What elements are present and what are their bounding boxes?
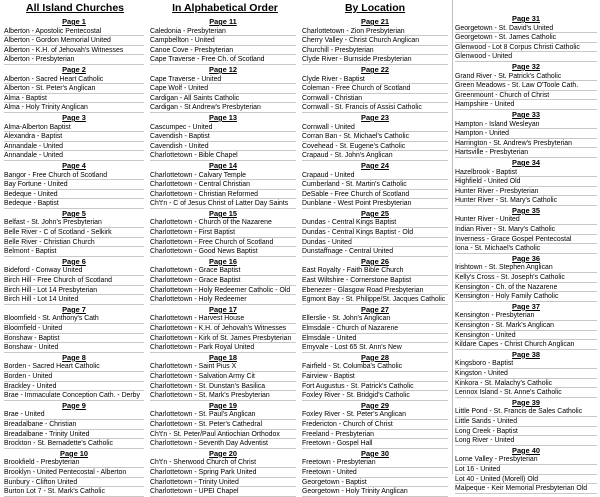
church-entry: Hunter River - Presbyterian [455, 187, 597, 197]
church-entry: Brockton - St. Bernadette's Catholic [4, 439, 144, 449]
church-entry: Kensington - Holy Family Catholic [455, 292, 597, 302]
church-entry: Birch Hill - Lot 14 United [4, 295, 144, 305]
page-heading: Page 8 [62, 352, 86, 362]
page-heading: Page 26 [361, 256, 389, 266]
church-entry: Charlottetown - UPEI Chapel [150, 487, 296, 497]
page-heading: Page 17 [209, 304, 237, 314]
church-entry: Charlottetown - Kirk of St. James Presbyterian [150, 334, 296, 344]
church-list-column-3 [302, 17, 448, 497]
church-entry: Bedeque - United [4, 190, 144, 200]
church-entry: Cumberland - St. Martin's Catholic [302, 180, 448, 190]
church-entry: Alma - Holy Trinity Anglican [4, 103, 144, 113]
church-entry: Cascumpec - United [150, 123, 296, 133]
church-entry: Crapaud - United [302, 171, 448, 181]
page-heading: Page 9 [62, 400, 86, 410]
church-entry: Charlottetown - Calvary Temple [150, 171, 296, 181]
church-entry: Belfast - St. John's Presbyterian [4, 218, 144, 228]
page-heading: Page 11 [209, 17, 237, 26]
church-entry: Fort Augustus - St. Patrick's Catholic [302, 382, 448, 392]
church-entry: Charlottetown - Zion Presbyterian [302, 27, 448, 37]
church-entry: Bonshaw - United [4, 343, 144, 353]
church-list-column-1 [4, 17, 144, 497]
church-entry: Foxley River - St. Peter's Anglican [302, 410, 448, 420]
church-entry: Clyde River - Burnside Presbyterian [302, 55, 448, 65]
church-entry: Charlottetown - Saint Pius X [150, 362, 296, 372]
church-entry: Highfield - United Old [455, 177, 597, 187]
church-entry: Charlottetown - Trinity United [150, 478, 296, 488]
page-heading: Page 3 [62, 112, 86, 122]
church-entry: Foxley River - St. Bridgid's Catholic [302, 391, 448, 401]
church-entry: Charlottetown - Free Church of Scotland [150, 238, 296, 248]
church-entry: Cavendish - Baptist [150, 132, 296, 142]
church-entry: Elmsdale - United [302, 334, 448, 344]
church-entry: Brooklyn - United Pentecostal - Alberton [4, 468, 144, 478]
page-heading: Page 34 [512, 157, 540, 167]
church-entry: Hunter River - United [455, 215, 597, 225]
church-entry: Annandale - United [4, 151, 144, 161]
church-entry: Freeland - Presbyterian [302, 430, 448, 440]
church-entry: Brookfield - Presbyterian [4, 458, 144, 468]
church-entry: Charlottetown - Grace Baptist [150, 266, 296, 276]
church-entry: Churchill - Presbyterian [302, 46, 448, 56]
church-entry: Lot 16 - United [455, 465, 597, 475]
church-entry: Belle River - C of Scotland - Selkirk [4, 228, 144, 238]
title-all-island-churches: All Island Churches [25, 2, 125, 14]
church-entry: Hazelbrook - Baptist [455, 168, 597, 178]
church-entry: Kensington - United [455, 331, 597, 341]
church-entry: Charlottetown - Salvation Army Cit [150, 372, 296, 382]
church-entry: Alexandra - Baptist [4, 132, 144, 142]
title-alphabetical-order: In Alphabetical Order [172, 2, 278, 14]
church-entry: Breadalbane - Christian [4, 420, 144, 430]
page-heading: Page 20 [209, 448, 237, 458]
church-entry: Kingston - United [455, 369, 597, 379]
church-entry: Ch't'n - St. Peter/Paul Antiochian Orthodox [150, 430, 296, 440]
church-entry: Long Creek - Baptist [455, 427, 597, 437]
church-entry: Alberton - K.H. of Jehovah's Witnesses [4, 46, 144, 56]
church-entry: Lorne Valley - Presbyterian [455, 455, 597, 465]
church-entry: Charlottetown - Christian Reformed [150, 190, 296, 200]
page-heading: Page 7 [62, 304, 86, 314]
church-entry: Charlottetown - K.H. of Jehovah's Witnesses [150, 324, 296, 334]
church-entry: Lennox Island - St. Anne's Catholic [455, 388, 597, 398]
church-entry: Kelly's Cross - St. Joseph's Catholic [455, 273, 597, 283]
church-entry: Fredericton - Church of Christ [302, 420, 448, 430]
church-list-column-2 [150, 17, 296, 497]
church-entry: Alma-Alberton Baptist [4, 123, 144, 133]
page-heading: Page 30 [361, 448, 389, 458]
church-entry: Charlottetown - Spring Park United [150, 468, 296, 478]
church-entry: Harrington - St. Andrew's Presbyterian [455, 139, 597, 149]
church-entry: Charlottetown - First Baptist [150, 228, 296, 238]
church-entry: DeSable - Free Church of Scotland [302, 190, 448, 200]
page-heading: Page 4 [62, 160, 86, 170]
church-entry: Belle River - Christian Church [4, 238, 144, 248]
church-entry: Egmont Bay - St. Philippe/St. Jacques Catholic [302, 295, 448, 305]
church-entry: Burton Lot 7 - St. Mark's Catholic [4, 487, 144, 497]
page-heading: Page 24 [361, 160, 389, 170]
page-heading: Page 37 [512, 301, 540, 311]
church-entry: Bonshaw - Baptist [4, 334, 144, 344]
church-entry: Freetown - Gospel Hall [302, 439, 448, 449]
church-entry: Freetown - United [302, 468, 448, 478]
church-entry: Ch't'n - Sherwood Church of Christ [150, 458, 296, 468]
church-entry: Emyvale - Lost 65 St. Ann's New [302, 343, 448, 353]
church-entry: Dundas - United [302, 238, 448, 248]
church-entry: Bay Fortune - United [4, 180, 144, 190]
church-entry: Cherry Valley - Christ Church Anglican [302, 36, 448, 46]
church-entry: Long River - United [455, 436, 597, 446]
church-entry: Hunter River - St. Mary's Catholic [455, 196, 597, 206]
church-entry: Fairview - Baptist [302, 372, 448, 382]
church-entry: Bedeque - Baptist [4, 199, 144, 209]
church-entry: Charlottetown - Harvest House [150, 314, 296, 324]
church-entry: Georgetown - St. James Catholic [455, 33, 597, 43]
church-entry: Ellerslie - St. John's Anglican [302, 314, 448, 324]
page-heading: Page 29 [361, 400, 389, 410]
church-entry: Lot 40 - United (Morell) Old [455, 475, 597, 485]
page-heading: Page 21 [361, 17, 389, 26]
church-entry: Cornwall - St. Francis of Assisi Catholic [302, 103, 448, 113]
church-entry: Borden - United [4, 372, 144, 382]
church-entry: Charlottetown - Seventh Day Adventist [150, 439, 296, 449]
church-entry: Georgetown - Holy Trinity Anglican [302, 487, 448, 497]
church-entry: Charlottetown - St. Mark's Presbyterian [150, 391, 296, 401]
church-entry: Cape Traverse - United [150, 75, 296, 85]
page-heading: Page 1 [62, 17, 86, 26]
church-entry: Dundas - Central Kings Baptist - Old [302, 228, 448, 238]
church-entry: Irishtown - St. Stephen Anglican [455, 263, 597, 273]
page-heading: Page 13 [209, 112, 237, 122]
page-heading: Page 36 [512, 253, 540, 263]
church-entry: Grand River - St. Patrick's Catholic [455, 72, 597, 82]
church-entry: Alberton - Sacred Heart Catholic [4, 75, 144, 85]
church-entry: Green Meadows - St. Law O'Toole Cath. [455, 81, 597, 91]
church-entry: Clyde River - Baptist [302, 75, 448, 85]
church-entry: Little Sands - United [455, 417, 597, 427]
church-entry: Annandale - United [4, 142, 144, 152]
page-heading: Page 18 [209, 352, 237, 362]
page-heading: Page 31 [512, 14, 540, 23]
church-entry: Charlottetown - St. Peter's Cathedral [150, 420, 296, 430]
page-heading: Page 27 [361, 304, 389, 314]
church-entry: Dunblane - West Point Presbyterian [302, 199, 448, 209]
church-entry: Birch Hill - Lot 14 Presbyterian [4, 286, 144, 296]
page-heading: Page 14 [209, 160, 237, 170]
church-entry: Covehead - St. Eugene's Catholic [302, 142, 448, 152]
church-entry: Glenwood - United [455, 52, 597, 62]
church-entry: Belmont - Baptist [4, 247, 144, 257]
church-entry: Cornwall - Christian [302, 94, 448, 104]
page-heading: Page 25 [361, 208, 389, 218]
church-entry: Greenmount - Church of Christ [455, 91, 597, 101]
church-entry: Charlottetown - Bible Chapel [150, 151, 296, 161]
church-entry: Charlottetown - Holy Redeemer [150, 295, 296, 305]
church-entry: Charlottetown - Central Christian [150, 180, 296, 190]
church-entry: Alberton - St. Peter's Anglican [4, 84, 144, 94]
church-entry: Charlottetown - Church of the Nazarene [150, 218, 296, 228]
church-entry: East Royalty - Faith Bible Church [302, 266, 448, 276]
page-heading: Page 16 [209, 256, 237, 266]
church-entry: Kensington - Presbyterian [455, 311, 597, 321]
church-entry: Cardigan - All Saints Catholic [150, 94, 296, 104]
church-entry: Brae - Immaculate Conception Cath. - Derby [4, 391, 144, 401]
page-heading: Page 40 [512, 445, 540, 455]
church-entry: Birch Hill - Free Church of Scotland [4, 276, 144, 286]
page-heading: Page 5 [62, 208, 86, 218]
page-heading: Page 2 [62, 64, 86, 74]
church-entry: Bloomfield - United [4, 324, 144, 334]
page-heading: Page 28 [361, 352, 389, 362]
church-entry: Charlottetown - Park Royal United [150, 343, 296, 353]
church-entry: Elmsdale - Church of Nazarene [302, 324, 448, 334]
church-entry: Kildare Capes - Christ Church Anglican [455, 340, 597, 350]
church-entry: Breadalbane - Trinity United [4, 430, 144, 440]
church-entry: Little Pond - St. Francis de Sales Catholic [455, 407, 597, 417]
page-heading: Page 38 [512, 349, 540, 359]
page-heading: Page 10 [60, 448, 88, 458]
church-entry: Charlottetown - St. Paul's Anglican [150, 410, 296, 420]
page-heading: Page 39 [512, 397, 540, 407]
church-entry: East Wiltshire - Cornerstone Baptist [302, 276, 448, 286]
church-entry: Corran Ban - St. Michael's Catholic [302, 132, 448, 142]
page-heading: Page 33 [512, 109, 540, 119]
church-entry: Bunbury - Clifton United [4, 478, 144, 488]
church-entry: Canoe Cove - Presbyterian [150, 46, 296, 56]
title-by-location: By Location [344, 2, 406, 14]
church-entry: Brackley - United [4, 382, 144, 392]
church-entry: Georgetown - St. David's United [455, 24, 597, 34]
church-entry: Borden - Sacred Heart Catholic [4, 362, 144, 372]
church-entry: Dunstaffnage - Central United [302, 247, 448, 257]
church-entry: Ebenezer - Glasgow Road Presbyterian [302, 286, 448, 296]
church-entry: Iona - St. Michael's Catholic [455, 244, 597, 254]
church-entry: Dundas - Central Kings Baptist [302, 218, 448, 228]
church-entry: Charlottetown - Holy Redeemer Catholic - Old [150, 286, 296, 296]
page-heading: Page 15 [209, 208, 237, 218]
church-entry: Freetown - Presbyterian [302, 458, 448, 468]
church-entry: Hampton - United [455, 129, 597, 139]
church-entry: Caledonia - Presbyterian [150, 27, 296, 37]
page-heading: Page 12 [209, 64, 237, 74]
church-entry: Malpeque - Keir Memorial Presbyterian Old [455, 484, 597, 494]
church-entry: Alberton - Apostolic Pentecostal [4, 27, 144, 37]
page-heading: Page 19 [209, 400, 237, 410]
church-entry: Kensington - St. Mark's Anglican [455, 321, 597, 331]
church-entry: Hampshire - United [455, 100, 597, 110]
church-entry: Cornwall - United [302, 123, 448, 133]
church-entry: Crapaud - St. John's Anglican [302, 151, 448, 161]
church-entry: Hampton - Island Wesleyan [455, 120, 597, 130]
church-entry: Cape Wolf - United [150, 84, 296, 94]
church-entry: Charlottetown - Grace Baptist [150, 276, 296, 286]
church-entry: Cardigan - St Andrew's Presbyterian [150, 103, 296, 113]
church-entry: Ch't'n - C of Jesus Christ of Latter Day Saints [150, 199, 296, 209]
church-entry: Inverness - Grace Gospel Pentecostal [455, 235, 597, 245]
church-entry: Coleman - Free Church of Scotland [302, 84, 448, 94]
church-entry: Cavendish - United [150, 142, 296, 152]
church-entry: Brae - United [4, 410, 144, 420]
page-heading: Page 23 [361, 112, 389, 122]
church-entry: Charlottetown - St. Dunstan's Basilica [150, 382, 296, 392]
church-entry: Cape Traverse - Free Ch. of Scotland [150, 55, 296, 65]
page-heading: Page 22 [361, 64, 389, 74]
church-entry: Hartsville - Presbyterian [455, 148, 597, 158]
page-heading: Page 6 [62, 256, 86, 266]
page-heading: Page 32 [512, 61, 540, 71]
church-entry: Kinkora - St. Malachy's Catholic [455, 379, 597, 389]
church-entry: Bloomfield - St. Anthony's Cath [4, 314, 144, 324]
church-entry: Campbellton - United [150, 36, 296, 46]
page-heading: Page 35 [512, 205, 540, 215]
church-entry: Alberton - Presbyterian [4, 55, 144, 65]
church-list-column-4 [455, 14, 597, 494]
church-entry: Indian River - St. Mary's Catholic [455, 225, 597, 235]
church-entry: Kingsboro - Baptist [455, 359, 597, 369]
church-entry: Charlottetown - Good News Baptist [150, 247, 296, 257]
church-entry: Georgetown - Baptist [302, 478, 448, 488]
church-entry: Alberton - Gordon Memorial United [4, 36, 144, 46]
church-entry: Fairfield - St. Columba's Catholic [302, 362, 448, 372]
column-divider [452, 0, 453, 474]
church-entry: Glenwood - Lot 8 Corpus Christi Catholic [455, 43, 597, 53]
church-entry: Bideford - Conway United [4, 266, 144, 276]
church-entry: Kensington - Ch. of the Nazarene [455, 283, 597, 293]
church-entry: Bangor - Free Church of Scotland [4, 171, 144, 181]
church-entry: Alma - Baptist [4, 94, 144, 104]
